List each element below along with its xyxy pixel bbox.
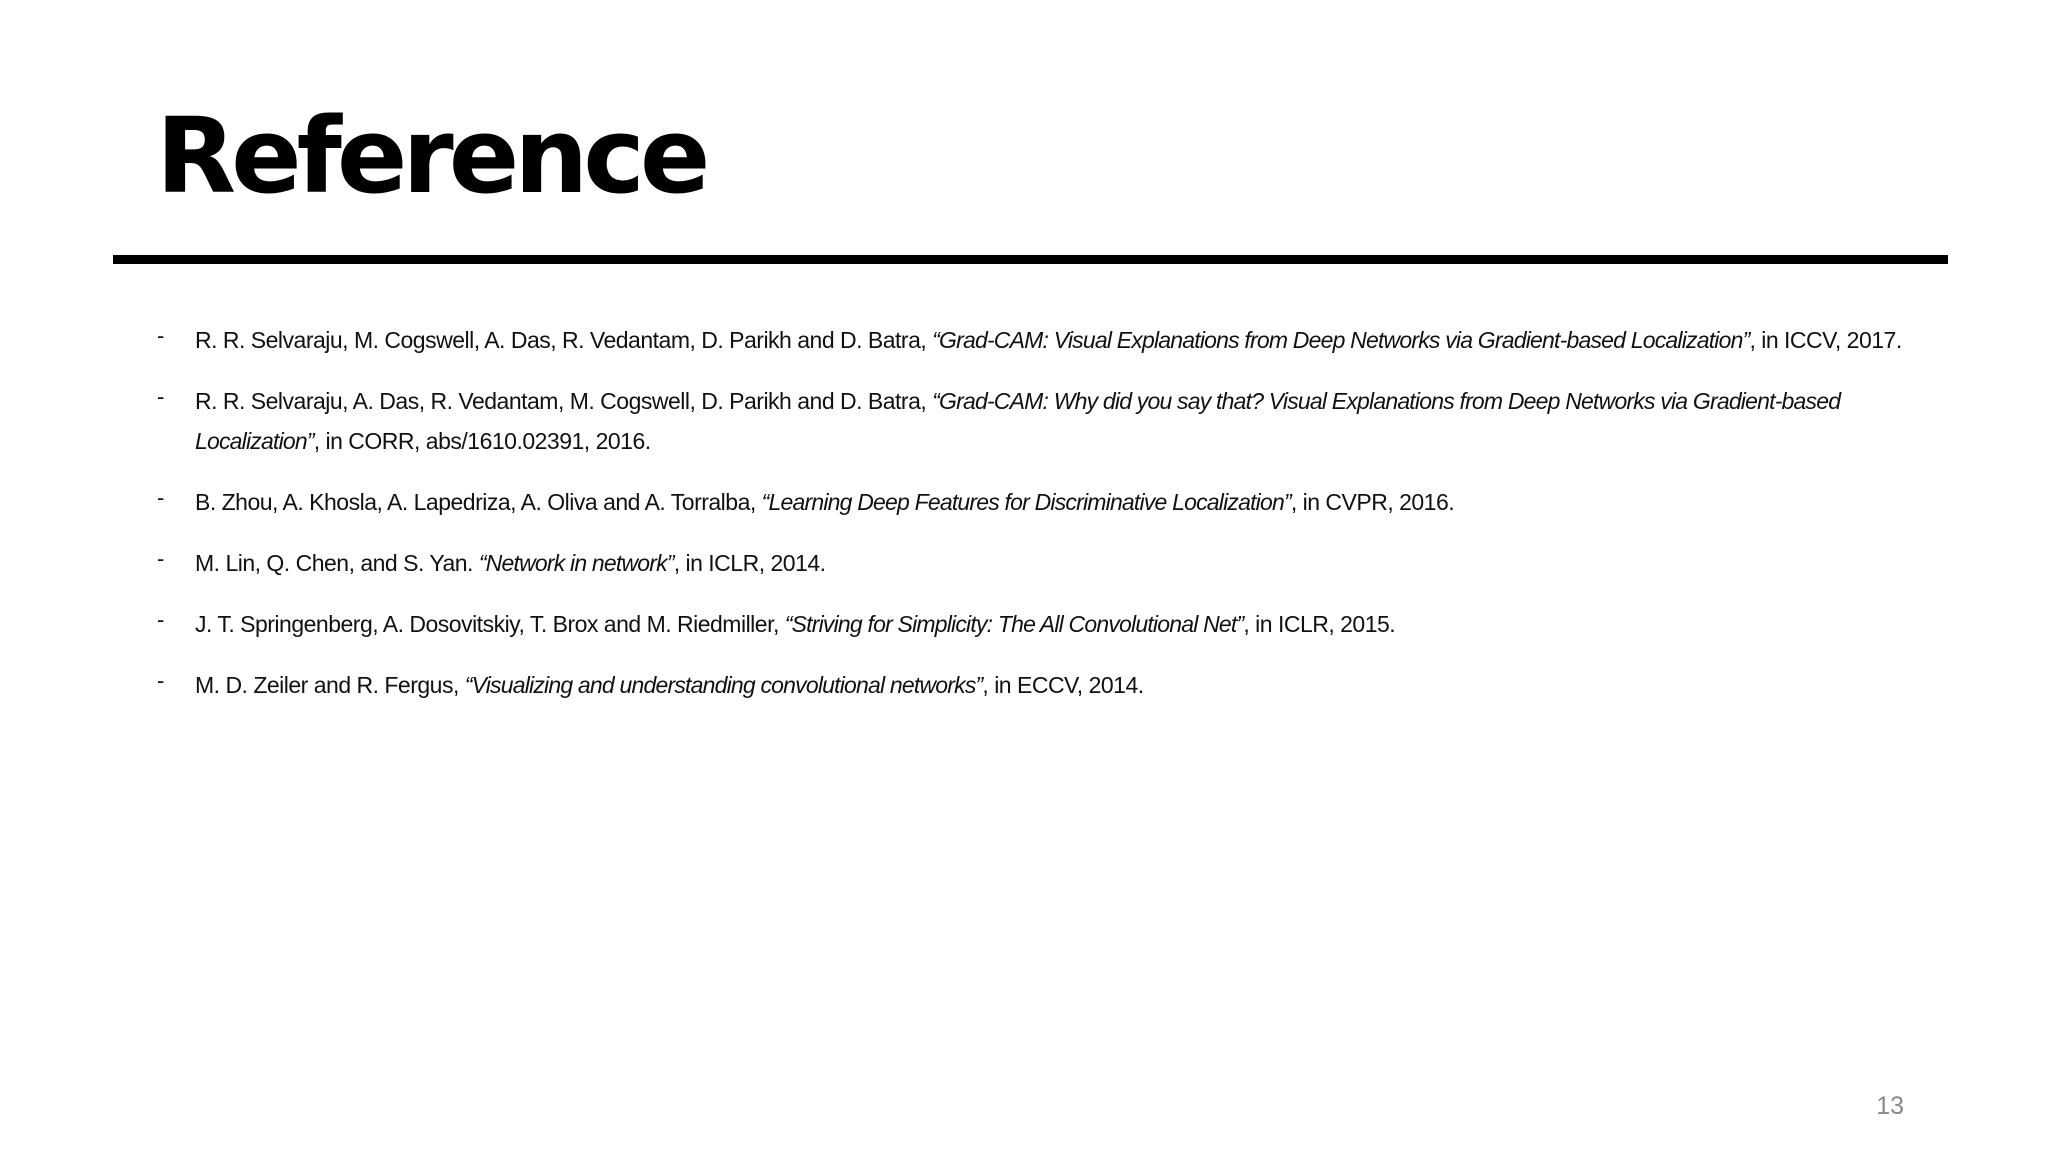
title-divider	[113, 255, 1948, 264]
page-number: 13	[1876, 1092, 1904, 1120]
reference-venue: , in ICCV, 2017.	[1749, 327, 1902, 353]
reference-authors: B. Zhou, A. Khosla, A. Lapedriza, A. Oliva and A. Torralba,	[195, 489, 762, 515]
reference-authors: M. Lin, Q. Chen, and S. Yan.	[195, 550, 479, 576]
bullet-dash: -	[157, 323, 164, 348]
reference-title: “Learning Deep Features for Discriminative Localization”	[761, 489, 1291, 515]
bullet-dash: -	[157, 384, 164, 409]
reference-item	[157, 543, 1907, 583]
reference-venue: , in CVPR, 2016.	[1290, 489, 1455, 515]
reference-authors: R. R. Selvaraju, M. Cogswell, A. Das, R. Vedantam, D. Parikh and D. Batra,	[195, 327, 933, 353]
reference-item	[157, 604, 1907, 644]
reference-list	[157, 320, 1907, 705]
reference-authors: R. R. Selvaraju, A. Das, R. Vedantam, M. Cogswell, D. Parikh and D. Batra,	[195, 388, 933, 414]
reference-title: “Grad-CAM: Visual Explanations from Deep Networks via Gradient-based Localization”	[932, 327, 1750, 353]
page-title: Reference	[156, 95, 706, 217]
reference-item	[157, 320, 1907, 360]
reference-item	[157, 482, 1907, 522]
reference-venue: , in ICLR, 2015.	[1243, 611, 1396, 637]
bullet-dash: -	[157, 607, 164, 632]
reference-venue: , in ICLR, 2014.	[673, 550, 826, 576]
reference-venue: , in CORR, abs/1610.02391, 2016.	[313, 428, 651, 454]
bullet-dash: -	[157, 485, 164, 510]
reference-title: “Grad-CAM: Why did you say that? Visual Explanations from Deep Networks via Gradient-based Localization”	[195, 388, 1841, 454]
reference-title: “Visualizing and understanding convolutional networks”	[464, 672, 983, 698]
reference-venue: , in ECCV, 2014.	[982, 672, 1144, 698]
bullet-dash: -	[157, 546, 164, 571]
reference-authors: J. T. Springenberg, A. Dosovitskiy, T. Brox and M. Riedmiller,	[195, 611, 785, 637]
bullet-dash: -	[157, 668, 164, 693]
reference-item	[157, 665, 1907, 705]
reference-title: “Network in network”	[478, 550, 674, 576]
reference-item	[157, 381, 1907, 461]
reference-title: “Striving for Simplicity: The All Convolutional Net”	[784, 611, 1244, 637]
reference-authors: M. D. Zeiler and R. Fergus,	[195, 672, 465, 698]
